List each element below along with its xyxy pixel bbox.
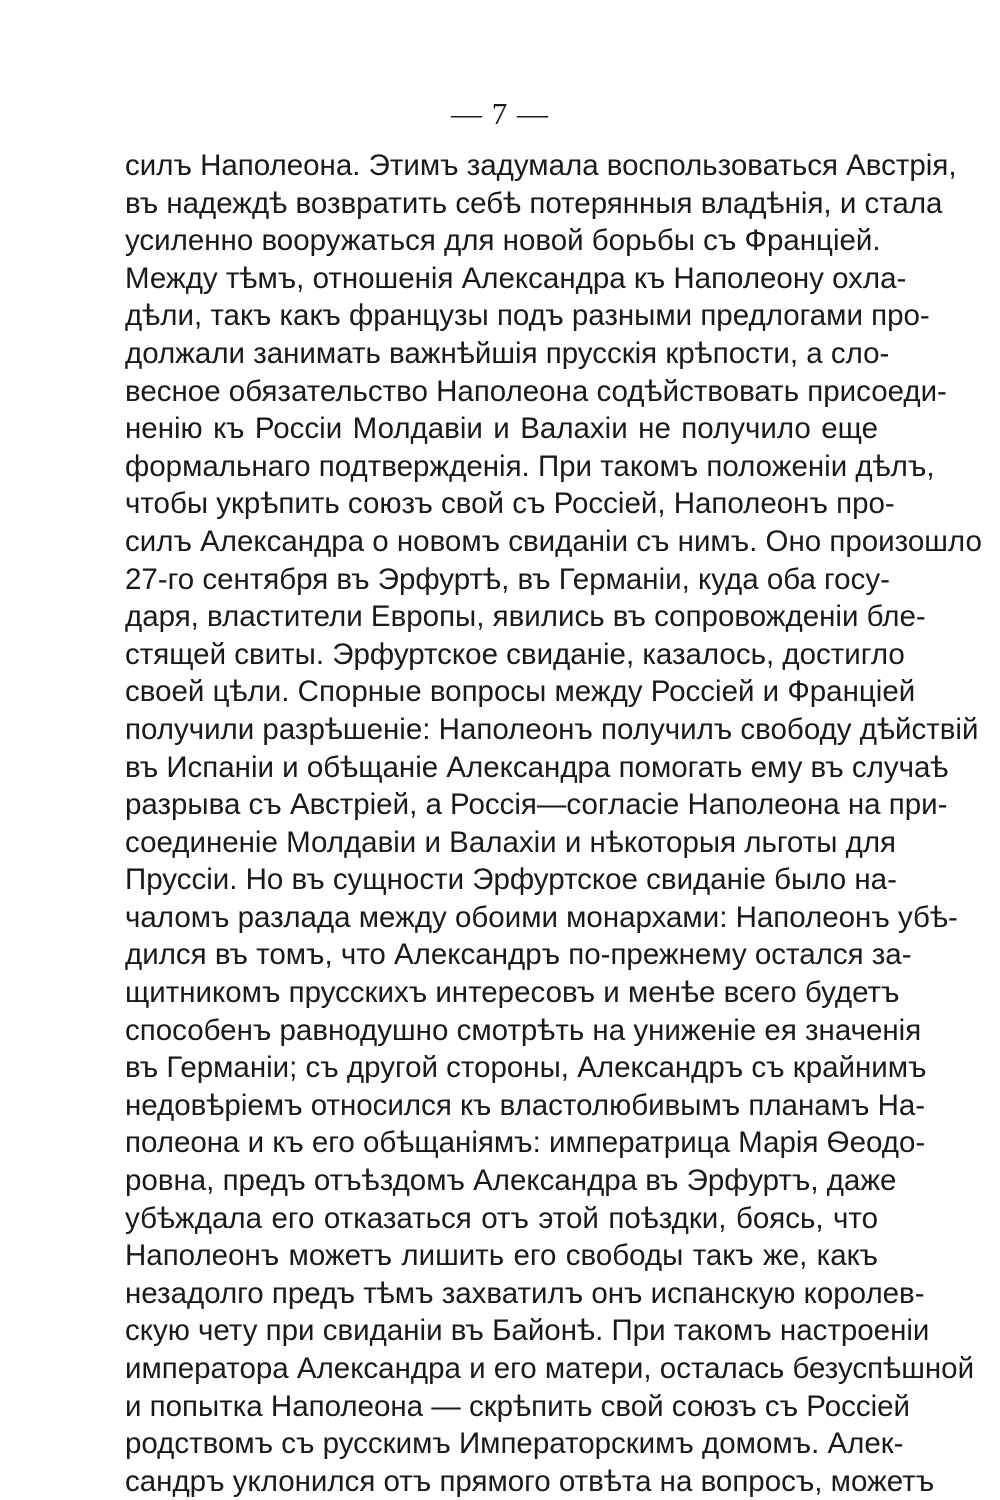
body-text <box>125 147 982 1500</box>
text-line: даря, властители Европы, явились въ сопровожденіи бле- <box>125 600 926 634</box>
text-line: скую чету при свиданіи въ Байонѣ. При такомъ настроеніи <box>125 1314 930 1348</box>
text-line: въ надеждѣ возвратить себѣ потерянныя владѣнія, и стала <box>125 186 943 220</box>
text-line: соединеніе Молдавіи и Валахіи и нѣкоторыя льготы для <box>125 825 897 859</box>
text-line: недовѣріемъ относился къ властолюбивымъ планамъ На- <box>125 1088 926 1122</box>
text-line: силъ Наполеона. Этимъ задумала воспользоваться Австрія, <box>125 149 957 182</box>
text-line: чаломъ разлада между обоими монархами: Наполеонъ убѣ- <box>125 900 958 934</box>
text-line: Пруссіи. Но въ сущности Эрфуртское свиданіе было на- <box>125 863 897 897</box>
text-line: щитникомъ прусскихъ интересовъ и менѣе всего будетъ <box>125 976 900 1010</box>
text-line: императора Александра и его матери, осталась безуспѣшной <box>125 1352 975 1385</box>
text-line: стящей свиты. Эрфуртское свиданіе, казалось, достигло <box>125 637 905 671</box>
text-line: Наполеонъ можетъ лишить его свободы такъ же, какъ <box>125 1239 878 1273</box>
text-line: Между тѣмъ, отношенія Александра къ Наполеону охла- <box>125 261 907 295</box>
text-line: своей цѣли. Спорные вопросы между Россіей и Франціей <box>125 675 916 709</box>
text-line: весное обязательство Наполеона содѣйствовать присоеди- <box>125 374 947 408</box>
text-line: ненію къ Россіи Молдавіи и Валахіи не получило еще <box>125 412 878 446</box>
text-line: родствомъ съ русскимъ Императорскимъ домомъ. Алек- <box>125 1427 904 1461</box>
text-line: силъ Александра о новомъ свиданіи съ нимъ. Оно произошло <box>125 524 982 558</box>
text-line: ровна, предъ отъѣздомъ Александра въ Эрфуртъ, даже <box>125 1164 897 1198</box>
text-line: полеона и къ его обѣщаніямъ: императрица Марія Ѳеодо- <box>125 1126 926 1160</box>
page-number: — 7 — <box>451 96 549 131</box>
text-line: разрыва съ Австріей, а Россія—согласіе Наполеона на при- <box>125 788 948 822</box>
text-line: сандръ уклонился отъ прямого отвѣта на вопросъ, можетъ <box>125 1464 935 1498</box>
text-line: и попытка Наполеона — скрѣпить свой союзъ съ Россіей <box>125 1389 911 1423</box>
text-line: получили разрѣшеніе: Наполеонъ получилъ свободу дѣйствій <box>125 712 979 746</box>
text-line: убѣждала его отказаться отъ этой поѣздки, боясь, что <box>125 1201 878 1235</box>
text-line: чтобы укрѣпить союзъ свой съ Россіей, Наполеонъ про- <box>125 487 895 521</box>
text-line: способенъ равнодушно смотрѣть на униженіе ея значенія <box>125 1013 922 1047</box>
text-line: дѣли, такъ какъ французы подъ разными предлогами про- <box>125 299 930 333</box>
text-line: дился въ томъ, что Александръ по-прежнему остался за- <box>125 938 912 972</box>
text-line: формальнаго подтвержденія. При такомъ положеніи дѣлъ, <box>125 449 935 483</box>
text-line: въ Испаніи и обѣщаніе Александра помогать ему въ случаѣ <box>125 750 949 784</box>
text-line: должали занимать важнѣйшія прусскія крѣпости, а сло- <box>125 336 890 370</box>
text-line: 27-го сентября въ Эрфуртѣ, въ Германіи, куда оба госу- <box>125 562 890 596</box>
text-line: незадолго предъ тѣмъ захватилъ онъ испанскую королев- <box>125 1276 925 1310</box>
text-line: въ Германіи; съ другой стороны, Александръ съ крайнимъ <box>125 1051 927 1085</box>
text-line: усиленно вооружаться для новой борьбы съ Франціей. <box>125 224 881 258</box>
